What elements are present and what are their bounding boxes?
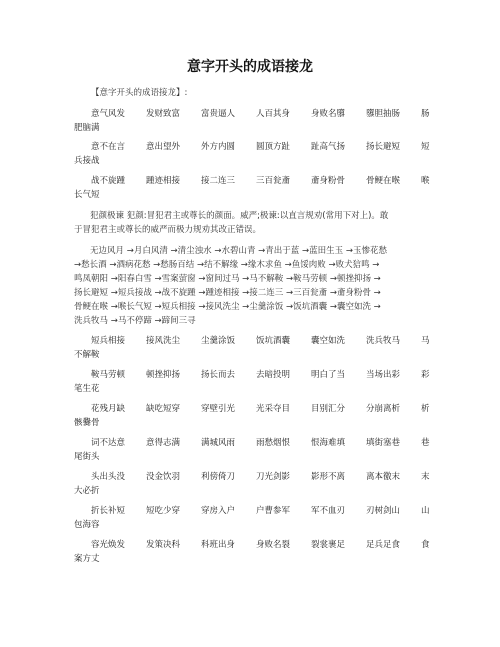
idiom-cell: 身败名隳: [311, 109, 346, 119]
idiom-cell: 彩: [421, 370, 430, 380]
idiom-cell-continuation: 骸爨骨: [74, 418, 100, 428]
idiom-cell: 扬长而去: [201, 370, 236, 380]
idiom-row: [74, 470, 454, 498]
idiom-cell: 饭坑酒囊: [256, 336, 291, 346]
idiom-cell: 头出头没: [91, 472, 126, 482]
idiom-cell: 战不旋踵: [91, 176, 126, 186]
idiom-row-cells: [74, 140, 454, 154]
idiom-cell: 目别汇分: [311, 404, 346, 414]
idiom-cell: 尘羹涂饭: [201, 336, 236, 346]
idiom-cell: 恨海难填: [311, 438, 346, 448]
idiom-cell: 巷: [421, 438, 430, 448]
idiom-cell: 穿房入户: [201, 506, 236, 516]
idiom-cell: 圆顶方趾: [256, 142, 291, 152]
idiom-cell: 没金饮羽: [146, 472, 181, 482]
idiom-cell-continuation: 大必折: [74, 486, 100, 496]
idiom-cell: 当场出彩: [366, 370, 401, 380]
idiom-cell: 意得志满: [146, 438, 181, 448]
definition-line: 于冒犯君主或尊长的威严而极力规劝其改正错误。: [74, 225, 262, 235]
chain-line: 骨鲠在喉 →喉长气短 →短兵相接 →接风洗尘 →尘羹涂饭 →饭坑酒囊 →囊空如洗 →: [74, 302, 381, 312]
idiom-cell-continuation: 肥脑满: [74, 123, 100, 133]
idiom-row-cells: [74, 107, 454, 121]
idiom-cell: 短吃少穿: [146, 506, 181, 516]
idiom-row-cells: [74, 436, 454, 450]
idiom-cell: 趾高气扬: [311, 142, 346, 152]
idiom-cell-continuation: 兵接战: [74, 156, 100, 166]
idiom-cell: 富贵逼人: [201, 109, 236, 119]
idiom-cell: 身败名裂: [256, 540, 291, 550]
idiom-row: [74, 402, 454, 430]
idiom-cell: 齑身粉骨: [311, 176, 346, 186]
idiom-cell: 词不达意: [91, 438, 126, 448]
idiom-cell: 足兵足食: [366, 540, 401, 550]
idiom-cell: 外方内圆: [201, 142, 236, 152]
idiom-cell: 顿挫抑扬: [146, 370, 181, 380]
idiom-cell: 鞍马劳顿: [91, 370, 126, 380]
idiom-cell: 明白了当: [311, 370, 346, 380]
chain-line: 扬长避短 →短兵接战 →战不旋踵 →踵迹相接 →接二连三 →三百瓮齑 →齑身粉骨 →: [74, 288, 381, 298]
idiom-cell: 户曹参军: [256, 506, 291, 516]
idiom-cell: 满城风雨: [201, 438, 236, 448]
idiom-cell: 食: [421, 540, 430, 550]
idiom-cell: 肠: [421, 109, 430, 119]
idiom-cell: 容光焕发: [91, 540, 126, 550]
idiom-row-cells: [74, 174, 454, 188]
idiom-row-cells: [74, 334, 454, 348]
idiom-cell: 雨愁烟恨: [256, 438, 291, 448]
idiom-cell: 骨鲠在喉: [366, 176, 401, 186]
idiom-cell: 花残月缺: [91, 404, 126, 414]
idiom-cell-continuation: 笔生花: [74, 384, 100, 394]
idiom-row-cells: [74, 504, 454, 518]
idiom-cell: 马: [421, 336, 430, 346]
idiom-row: [74, 538, 454, 566]
idiom-cell: 分崩离析: [366, 404, 401, 414]
chain-line: 无边风月 →月白风清 →清尘浊水 →水碧山青 →青出于蓝 →蓝田生玉 →玉惨花愁: [90, 246, 387, 256]
idiom-cell: 科班出身: [201, 540, 236, 550]
idiom-row-cells: [74, 368, 454, 382]
idiom-row: [74, 436, 454, 464]
idiom-cell: 意不在言: [91, 142, 126, 152]
idiom-cell: 刀光剑影: [256, 472, 291, 482]
idiom-cell: 军不血刃: [311, 506, 346, 516]
idiom-cell: 短兵相接: [91, 336, 126, 346]
idiom-cell: 喉: [421, 176, 430, 186]
definition-paragraph: [74, 209, 426, 237]
idiom-cell-continuation: 案方丈: [74, 554, 100, 564]
idiom-cell: 接二连三: [201, 176, 236, 186]
idiom-cell: 发策决科: [146, 540, 181, 550]
idiom-cell: 刃树剑山: [366, 506, 401, 516]
idiom-row: [74, 174, 454, 202]
idiom-row: [74, 140, 454, 168]
idiom-cell-continuation: 长气短: [74, 190, 100, 200]
idiom-cell: 人百其身: [256, 109, 291, 119]
chain-line: 洗兵牧马 →马不停蹄 →蹄间三寻: [74, 316, 196, 326]
section-heading: 【意字开头的成语接龙】:: [91, 88, 188, 98]
idiom-cell: 缺吃短穿: [146, 404, 181, 414]
idiom-cell-continuation: 不解鞍: [74, 350, 100, 360]
idiom-cell: 洗兵牧马: [366, 336, 401, 346]
idiom-cell: 隳胆抽肠: [366, 109, 401, 119]
idiom-cell: 离本徼末: [366, 472, 401, 482]
idiom-cell: 意气风发: [91, 109, 126, 119]
idiom-cell: 踵迹相接: [146, 176, 181, 186]
idiom-cell: 三百瓮齑: [256, 176, 291, 186]
idiom-chain-paragraph: [74, 244, 426, 328]
definition-line: 犯颜极谏 犯颜:冒犯君主或尊长的颜面。威严;极谏:以直言规劝(常用下对上)。敢: [90, 211, 389, 221]
idiom-row: [74, 368, 454, 396]
idiom-cell: 扬长避短: [366, 142, 401, 152]
idiom-cell: 发财致富: [146, 109, 181, 119]
idiom-cell: 意出望外: [146, 142, 181, 152]
idiom-row-cells: [74, 402, 454, 416]
chain-line: 鸣凤朝阳 →阳春白雪 →雪案萤窗 →窗间过马 →马不解鞍 →鞍马劳顿 →顿挫抑扬 →: [74, 274, 381, 284]
idiom-cell: 裂裳裹足: [311, 540, 346, 550]
idiom-cell: 析: [421, 404, 430, 414]
idiom-row: [74, 107, 454, 135]
page-title: 意字开头的成语接龙: [187, 59, 313, 75]
chain-line: →愁长酒 →酒病花愁 →愁肠百结 →结不解缘 →缘木求鱼 →鱼馁肉败 →败犬狺鸣 →: [74, 260, 380, 270]
idiom-cell: 接风洗尘: [146, 336, 181, 346]
idiom-cell: 利傍倚刀: [201, 472, 236, 482]
idiom-cell: 末: [421, 472, 430, 482]
idiom-row: [74, 334, 454, 362]
idiom-row-cells: [74, 470, 454, 484]
idiom-cell: 光采夺目: [256, 404, 291, 414]
idiom-cell: 囊空如洗: [311, 336, 346, 346]
idiom-cell: 填街塞巷: [366, 438, 401, 448]
idiom-cell: 折长补短: [91, 506, 126, 516]
idiom-cell: 短: [421, 142, 430, 152]
idiom-cell: 影形不离: [311, 472, 346, 482]
idiom-row-cells: [74, 538, 454, 552]
idiom-row: [74, 504, 454, 532]
idiom-cell: 山: [421, 506, 430, 516]
idiom-cell: 去暗投明: [256, 370, 291, 380]
idiom-cell: 穿壁引光: [201, 404, 236, 414]
idiom-cell-continuation: 尾街头: [74, 452, 100, 462]
idiom-cell-continuation: 包海容: [74, 520, 100, 530]
